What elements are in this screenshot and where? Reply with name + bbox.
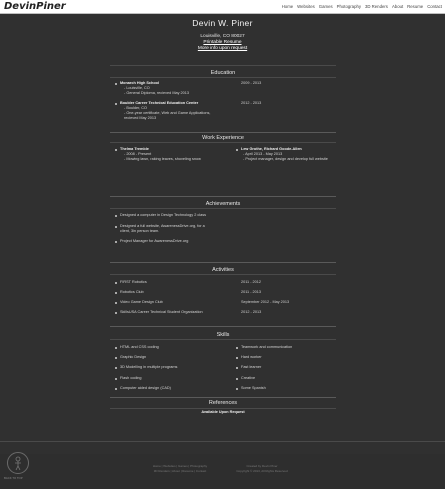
site-logo[interactable]: DevinPiner xyxy=(4,1,66,12)
section-divider xyxy=(110,339,336,340)
skill-item: Some Spanish xyxy=(241,386,266,390)
resume-name: Devin W. Piner xyxy=(192,18,253,28)
school-detail: recieved May 2013 xyxy=(124,116,157,120)
section-divider xyxy=(110,397,336,398)
school-name: Monarch High School xyxy=(120,81,160,85)
nav-about[interactable]: About xyxy=(391,4,404,9)
section-divider xyxy=(110,274,336,275)
nav-photography[interactable]: Photography xyxy=(336,4,361,9)
skill-item: Creative xyxy=(241,376,256,380)
list-bullet xyxy=(236,367,238,369)
list-bullet xyxy=(115,282,117,284)
list-bullet xyxy=(115,83,117,85)
nav-websites[interactable]: Websites xyxy=(297,4,315,9)
list-bullet xyxy=(236,149,238,151)
achievement-text: Designed a computer in Design Technology 2 class xyxy=(120,213,207,217)
printable-resume-link[interactable]: Printable Resume xyxy=(203,40,242,45)
list-bullet xyxy=(115,388,117,390)
section-divider xyxy=(110,326,336,327)
school-detail: - Boulder, CO xyxy=(124,106,148,110)
section-divider xyxy=(110,408,336,409)
skill-item: 3D Modelling in multiple programs xyxy=(120,365,178,369)
activities-title: Activities xyxy=(212,267,234,273)
section-divider xyxy=(110,142,336,143)
list-bullet xyxy=(115,241,117,243)
section-divider xyxy=(110,77,336,78)
list-bullet xyxy=(236,388,238,390)
school-years: 2012 - 2013 xyxy=(241,101,262,105)
section-divider xyxy=(110,65,336,66)
resume-page xyxy=(0,14,445,454)
skill-item: Graphic Design xyxy=(120,355,147,359)
footer-links xyxy=(140,464,220,474)
list-bullet xyxy=(115,149,117,151)
references-title: References xyxy=(208,400,238,406)
nav-home[interactable]: Home xyxy=(281,4,294,9)
footer-links-row[interactable]: 3D Renders | About | Resume | Contact xyxy=(153,469,207,473)
section-divider xyxy=(110,208,336,209)
activity-name: SkillsUSA Career Technical Student Organization xyxy=(120,310,203,314)
main-nav xyxy=(278,0,442,13)
skill-item: Fast learner xyxy=(241,365,262,369)
activity-years: 2012 - 2013 xyxy=(241,310,262,314)
activity-years: September 2012 - May 2013 xyxy=(241,300,290,304)
skill-item: HTML and CSS coding xyxy=(120,345,159,349)
skill-item: Computer aided design (CAD) xyxy=(120,386,171,390)
job-detail: - Mowing lawn, raking leaves, shoveling snow xyxy=(124,157,201,161)
activity-years: 2011 - 2012 xyxy=(241,280,261,284)
work-title: Work Experience xyxy=(202,135,244,141)
copyright-line: Copyright © 2013, All Rights Reserved xyxy=(236,469,288,473)
list-bullet xyxy=(115,103,117,105)
school-detail: - One-year certificate, Web and Game Applications, xyxy=(124,111,211,115)
footer-credit xyxy=(222,464,302,474)
education-title: Education xyxy=(210,70,236,76)
nav-contact[interactable]: Contact xyxy=(427,4,442,9)
references-text: Available Upon Request xyxy=(201,410,245,414)
section-divider xyxy=(110,196,336,197)
employer-name: Thelma Tremble xyxy=(120,147,149,151)
person-icon xyxy=(8,453,28,473)
list-bullet xyxy=(115,302,117,304)
activity-name: Video Game Design Club xyxy=(120,300,163,304)
skills-title: Skills xyxy=(216,332,230,338)
achievements-title: Achievements xyxy=(205,201,241,207)
activity-name: Robotics Club xyxy=(120,290,144,294)
activity-years: 2011 - 2013 xyxy=(241,290,261,294)
resume-location: Louisville, CO 80027 xyxy=(200,34,245,39)
school-detail: - General Diploma, recieved May 2013 xyxy=(124,91,189,95)
achievement-text: client, 3in person team. xyxy=(120,229,160,233)
job-detail: - Project manager, design and develop full website xyxy=(243,157,328,161)
school-name: Boulder Career Technical Education Center xyxy=(120,101,199,105)
top-navigation-bar xyxy=(0,0,445,14)
list-bullet xyxy=(115,357,117,359)
back-to-top-label[interactable]: BACK TO TOP xyxy=(4,476,23,480)
section-divider xyxy=(110,262,336,263)
employer-name: Lew Grothe, Richard Goode-Allen xyxy=(241,147,302,151)
list-bullet xyxy=(115,347,117,349)
footer-divider xyxy=(0,441,445,442)
nav-resume[interactable]: Resume xyxy=(407,4,424,9)
section-divider xyxy=(110,132,336,133)
list-bullet xyxy=(236,378,238,380)
list-bullet xyxy=(115,292,117,294)
nav-3d-renders[interactable]: 3D Renders xyxy=(365,4,388,9)
list-bullet xyxy=(115,215,117,217)
skill-item: Flash coding xyxy=(120,376,142,380)
activity-name: FIRST Robotics xyxy=(120,280,147,284)
achievement-text: Designed a full website, AwarenessDrive.org, for a xyxy=(120,224,205,228)
list-bullet xyxy=(115,367,117,369)
achievement-text: Project Manager for AwarenessDrive.org xyxy=(120,239,189,243)
school-detail: - Louisville, CO xyxy=(124,86,150,90)
credit-line: Created by Devin Piner xyxy=(246,464,278,468)
back-to-top-button[interactable] xyxy=(7,452,29,474)
list-bullet xyxy=(115,312,117,314)
nav-games[interactable]: Games xyxy=(318,4,333,9)
list-bullet xyxy=(115,378,117,380)
job-detail: - 2008 - Present xyxy=(124,152,152,156)
skill-item: Hard worker xyxy=(241,355,262,359)
more-info-link[interactable]: More info upon request xyxy=(197,46,248,51)
footer-links-row[interactable]: Home | Websites | Games | Photography xyxy=(152,464,208,468)
list-bullet xyxy=(236,357,238,359)
list-bullet xyxy=(236,347,238,349)
skill-item: Teamwork and communication xyxy=(241,345,293,349)
job-detail: - April 2013 - May 2013 xyxy=(243,152,283,156)
school-years: 2009 - 2013 xyxy=(241,81,262,85)
list-bullet xyxy=(115,226,117,228)
